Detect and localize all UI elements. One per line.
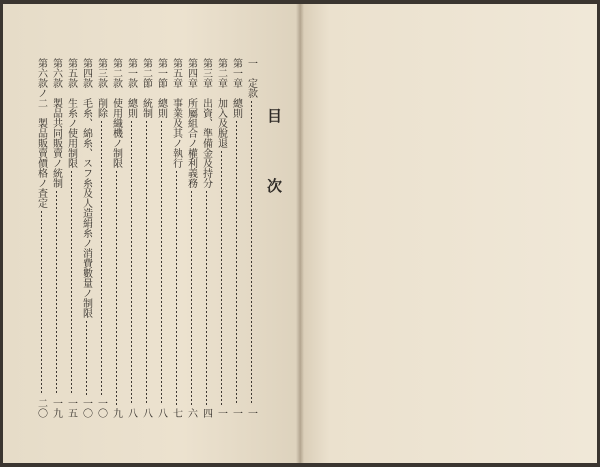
toc-entry-label: 第一章 總則 — [230, 58, 242, 118]
toc-entry — [109, 58, 123, 418]
toc-leader-dots — [71, 171, 72, 395]
toc-entry-label: 第三款 削除 — [95, 58, 107, 118]
toc-leader-dots — [236, 121, 237, 405]
toc-leader-dots — [41, 211, 42, 395]
toc-page-number: 七 — [170, 408, 182, 418]
toc-page-number: 九 — [110, 408, 122, 418]
toc-entry — [154, 58, 168, 418]
toc-entry-label: 第二章 加入及脫退 — [215, 58, 227, 148]
toc-entry-label: 第二節 統制 — [140, 58, 152, 118]
book-gutter — [296, 4, 304, 463]
toc-entry-label: 第六款ノ二 製品販賣價格ノ査定 — [35, 58, 47, 208]
toc-leader-dots — [56, 191, 57, 395]
toc-leader-dots — [161, 121, 162, 405]
toc-entry — [244, 58, 258, 418]
toc-entry-label: 第一款 總則 — [125, 58, 137, 118]
toc-page-number: 一 — [245, 408, 257, 418]
toc-title: 目 次 — [265, 108, 283, 213]
toc-leader-dots — [101, 121, 102, 395]
toc-leader-dots — [131, 121, 132, 405]
toc-entry — [79, 58, 93, 418]
right-page — [300, 4, 597, 463]
toc-entry — [139, 58, 153, 418]
toc-page-number: 一〇 — [80, 398, 92, 418]
toc-entry — [199, 58, 213, 418]
toc-page-number: 八 — [140, 408, 152, 418]
toc-leader-dots — [206, 191, 207, 405]
toc-leader-dots — [251, 101, 252, 405]
toc-entry — [94, 58, 108, 418]
toc-page-number: 一〇 — [95, 398, 107, 418]
toc-leader-dots — [116, 171, 117, 405]
toc-entry — [49, 58, 63, 418]
toc-entry — [34, 58, 48, 418]
toc-entry-label: 第一節 總則 — [155, 58, 167, 118]
toc-page-number: 六 — [185, 408, 197, 418]
toc-page-number: 一五 — [65, 398, 77, 418]
toc-entry-label: 第五款 生糸ノ使用制限 — [65, 58, 77, 168]
toc-entry — [169, 58, 183, 418]
toc-leader-dots — [191, 191, 192, 405]
toc-entry — [124, 58, 138, 418]
toc-leader-dots — [86, 321, 87, 395]
toc-page-number: 八 — [155, 408, 167, 418]
toc-entry — [229, 58, 243, 418]
toc-entry-label: 第二款 使用織機ノ制限 — [110, 58, 122, 168]
toc-leader-dots — [221, 151, 222, 405]
toc-entry — [184, 58, 198, 418]
toc-leader-dots — [146, 121, 147, 405]
toc-entry-label: 一 定款 — [245, 58, 257, 98]
toc-leader-dots — [176, 171, 177, 405]
toc-page-number: 四 — [200, 408, 212, 418]
toc-entry — [214, 58, 228, 418]
toc-entry — [64, 58, 78, 418]
toc-entry-label: 第三章 出資、準備金及持分 — [200, 58, 212, 188]
toc-page-number: 一 — [215, 408, 227, 418]
toc-entry-label: 第四款 毛糸、綿糸、スフ糸及人造絹糸ノ消費數量ノ制限 — [80, 58, 92, 318]
toc-page-number: 八 — [125, 408, 137, 418]
toc-entry-label: 第六款 製品共同販賣ノ統制 — [50, 58, 62, 188]
toc-entry-label: 第四章 所屬組合ノ權利義務 — [185, 58, 197, 188]
toc-page-number: 一九 — [50, 398, 62, 418]
toc-page-number: 二〇 — [35, 398, 47, 418]
toc-page-number: 一 — [230, 408, 242, 418]
toc-entry-label: 第五章 事業及其ノ執行 — [170, 58, 182, 168]
